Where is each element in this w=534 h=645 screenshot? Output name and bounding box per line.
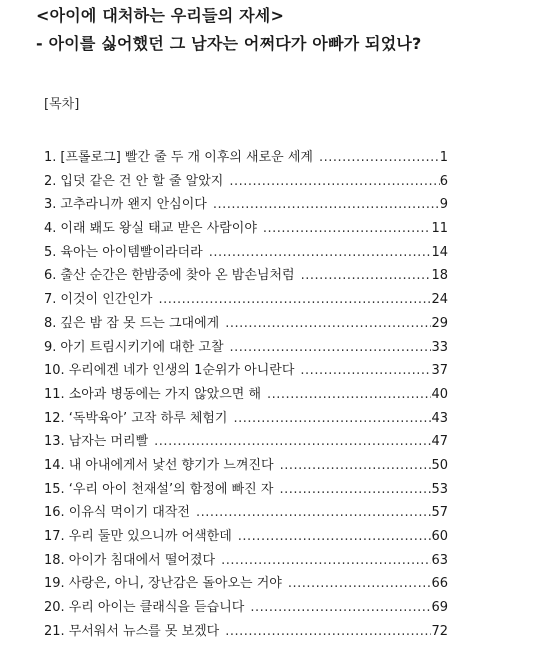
toc-item-page: 18 [431, 268, 448, 284]
toc-dot-leader [313, 146, 440, 170]
toc-item-title: 깊은 밤 잠 못 드는 그대에게 [60, 315, 220, 331]
toc-item-title: 우리 둘만 있으니까 어색한데 [68, 529, 232, 544]
toc-item [44, 288, 448, 312]
toc-dot-leader [224, 336, 432, 360]
toc-item-number: 7. [44, 292, 57, 308]
toc-item-page: 33 [431, 339, 448, 355]
toc-item [44, 501, 448, 525]
toc-item-title: 아기 트림시키기에 대한 고찰 [60, 339, 224, 355]
toc-item-title: 소아과 병동에는 가지 않았으면 해 [68, 386, 262, 402]
toc-dot-leader [261, 383, 431, 407]
toc-item-page: 1 [439, 150, 448, 165]
toc-dot-leader [282, 572, 432, 596]
toc-item-number: 9. [44, 339, 57, 355]
toc-item-page: 14 [431, 244, 448, 260]
toc-item-title: 남자는 머리빨 [68, 434, 149, 450]
toc-item [44, 620, 448, 644]
toc-item-number: 6. [44, 268, 57, 284]
toc-item-page: 29 [431, 315, 448, 331]
toc-item-page: 43 [431, 410, 448, 426]
toc-item-number: 5. [44, 244, 57, 260]
toc-item [44, 359, 448, 383]
toc-item-number: 13. [44, 434, 65, 450]
toc-dot-leader [232, 525, 432, 549]
toc-item-title: 출산 순간은 한밤중에 찾아 온 밤손님처럼 [60, 268, 295, 284]
toc-item-number: 20. [44, 600, 65, 616]
toc-item [44, 454, 448, 478]
toc-item-number: 8. [44, 315, 57, 331]
toc-dot-leader [215, 549, 431, 573]
toc-item-title: 우리 아이는 클래식을 듣습니다 [68, 600, 245, 616]
toc-item-number: 18. [44, 552, 65, 568]
toc-item [44, 525, 448, 549]
toc-item-page: 69 [431, 600, 448, 616]
toc-item-title: 내 아내에게서 낯선 향기가 느껴진다 [68, 457, 274, 473]
toc-item-page: 24 [431, 292, 448, 308]
toc-item-number: 19. [44, 576, 65, 592]
toc-item-number: 4. [44, 221, 57, 237]
toc-item-title: 아이가 침대에서 떨어졌다 [68, 552, 216, 568]
toc-item-number: 12. [44, 410, 65, 426]
toc-item-page: 9 [439, 197, 448, 213]
toc-item-number: 10. [44, 363, 65, 379]
toc-dot-leader [257, 217, 432, 241]
toc-item-page: 50 [431, 457, 448, 473]
toc-item [44, 336, 448, 360]
toc-item-title: 고추라니까 왠지 안심이다 [60, 197, 207, 213]
toc-dot-leader [273, 478, 431, 502]
toc-dot-leader [203, 241, 432, 265]
toc-item-title: 이것이 인간인가 [60, 292, 153, 308]
toc-item-number: 16. [44, 505, 65, 521]
toc-item-page: 11 [431, 221, 448, 237]
toc-item [44, 146, 448, 170]
toc-dot-leader [294, 359, 431, 383]
toc-item-page: 57 [431, 505, 448, 521]
toc-item-title: 우리에겐 네가 인생의 1순위가 아니란다 [68, 363, 295, 379]
toc-item-page: 63 [431, 552, 448, 568]
toc-item-number: 15. [44, 481, 65, 497]
toc-item-number: 3. [44, 197, 57, 213]
toc-item-page: 40 [431, 386, 448, 402]
toc-item-page: 6 [439, 173, 448, 189]
toc-dot-leader [219, 620, 431, 644]
toc-item-title: ‘우리 아이 천재설’의 함정에 빠진 자 [68, 481, 274, 497]
toc-item [44, 241, 448, 265]
toc-item-number: 2. [44, 173, 57, 189]
toc-item [44, 478, 448, 502]
toc-item-number: 21. [44, 623, 65, 639]
toc-dot-leader [219, 312, 431, 336]
document-title: <아이에 대처하는 우리들의 자세> [36, 6, 285, 25]
toc-item [44, 572, 448, 596]
table-of-contents [44, 146, 448, 643]
toc-dot-leader [223, 170, 439, 194]
toc-item [44, 264, 448, 288]
toc-dot-leader [295, 264, 432, 288]
toc-item-title: 이유식 먹이기 대작전 [68, 505, 190, 521]
toc-item-number: 17. [44, 529, 65, 544]
toc-item-title: 이래 봬도 왕실 태교 받은 사람이야 [60, 221, 257, 237]
toc-dot-leader [244, 596, 431, 620]
toc-item-page: 53 [431, 481, 448, 497]
toc-item-page: 66 [431, 576, 448, 592]
toc-item [44, 312, 448, 336]
toc-item [44, 217, 448, 241]
toc-item [44, 596, 448, 620]
toc-dot-leader [274, 454, 432, 478]
toc-dot-leader [228, 407, 432, 431]
toc-item-title: [프롤로그] 빨간 줄 두 개 이후의 새로운 세계 [60, 150, 313, 165]
toc-item [44, 170, 448, 194]
toc-item [44, 430, 448, 454]
toc-item-title: 육아는 아이템빨이라더라 [60, 244, 203, 260]
toc-item-number: 14. [44, 457, 65, 473]
toc-item-number: 1. [44, 150, 57, 165]
toc-item-title: 입덧 같은 건 안 할 줄 알았지 [60, 173, 224, 189]
toc-dot-leader [148, 430, 431, 454]
toc-dot-leader [207, 193, 440, 217]
toc-item-number: 11. [44, 386, 65, 402]
toc-item [44, 549, 448, 573]
toc-item-page: 72 [431, 623, 448, 639]
toc-item [44, 407, 448, 431]
toc-item-page: 37 [431, 363, 448, 379]
document-subtitle: - 아이를 싫어했던 그 남자는 어쩌다가 아빠가 되었나? [36, 34, 422, 53]
toc-item [44, 193, 448, 217]
toc-item-title: ‘독박육아’ 고작 하루 체험기 [68, 410, 228, 426]
toc-heading: [목차] [44, 97, 80, 112]
toc-item-page: 60 [431, 529, 448, 544]
toc-dot-leader [152, 288, 431, 312]
toc-item [44, 383, 448, 407]
toc-item-title: 무서워서 뉴스를 못 보겠다 [68, 623, 220, 639]
toc-dot-leader [190, 501, 431, 525]
toc-item-title: 사랑은, 아니, 장난감은 돌아오는 거야 [68, 576, 282, 592]
document-title-block [36, 2, 526, 58]
toc-item-page: 47 [431, 434, 448, 450]
